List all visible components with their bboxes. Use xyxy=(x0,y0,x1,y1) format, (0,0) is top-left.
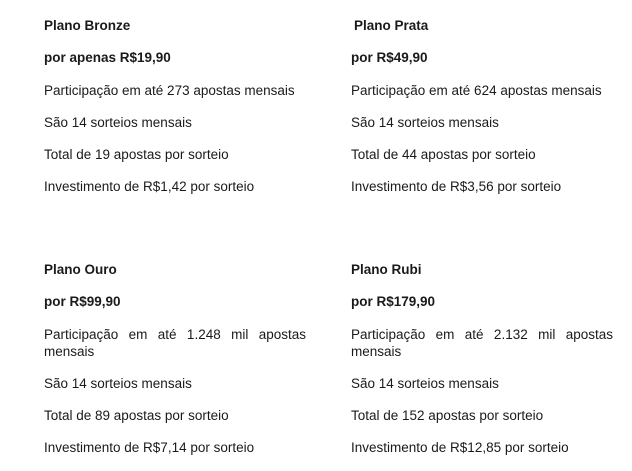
plan-investment: Investimento de R$1,42 por sorteio xyxy=(44,179,255,194)
plan-title: Plano Prata xyxy=(354,18,429,33)
plan-title: Plano Bronze xyxy=(44,18,131,33)
plan-price: por R$179,90 xyxy=(351,294,436,309)
plan-investment: Investimento de R$7,14 por sorteio xyxy=(44,440,255,455)
plan-bets: Total de 44 apostas por sorteio xyxy=(351,147,536,162)
plan-bets: Total de 19 apostas por sorteio xyxy=(44,147,229,162)
plan-participation: Participação em até 1.248 mil apostas mensais xyxy=(44,327,306,359)
plan-participation: Participação em até 273 apostas mensais xyxy=(44,83,295,98)
plan-price: por R$99,90 xyxy=(44,294,121,309)
plan-price: por apenas R$19,90 xyxy=(44,50,171,65)
plan-title: Plano Ouro xyxy=(44,262,117,277)
plan-prata xyxy=(351,17,613,195)
plan-price: por R$49,90 xyxy=(351,50,428,65)
plan-participation: Participação em até 624 apostas mensais xyxy=(351,83,602,98)
plan-draws: São 14 sorteios mensais xyxy=(44,376,192,391)
plan-participation: Participação em até 2.132 mil apostas mensais xyxy=(351,327,613,359)
plan-bronze xyxy=(44,17,306,195)
plan-rubi xyxy=(351,261,613,456)
plan-draws: São 14 sorteios mensais xyxy=(44,115,192,130)
plan-investment: Investimento de R$3,56 por sorteio xyxy=(351,179,562,194)
plan-draws: São 14 sorteios mensais xyxy=(351,115,499,130)
plan-bets: Total de 89 apostas por sorteio xyxy=(44,408,229,423)
plan-title: Plano Rubi xyxy=(351,262,422,277)
plan-investment: Investimento de R$12,85 por sorteio xyxy=(351,440,569,455)
plan-bets: Total de 152 apostas por sorteio xyxy=(351,408,544,423)
plan-ouro xyxy=(44,261,306,456)
plan-draws: São 14 sorteios mensais xyxy=(351,376,499,391)
